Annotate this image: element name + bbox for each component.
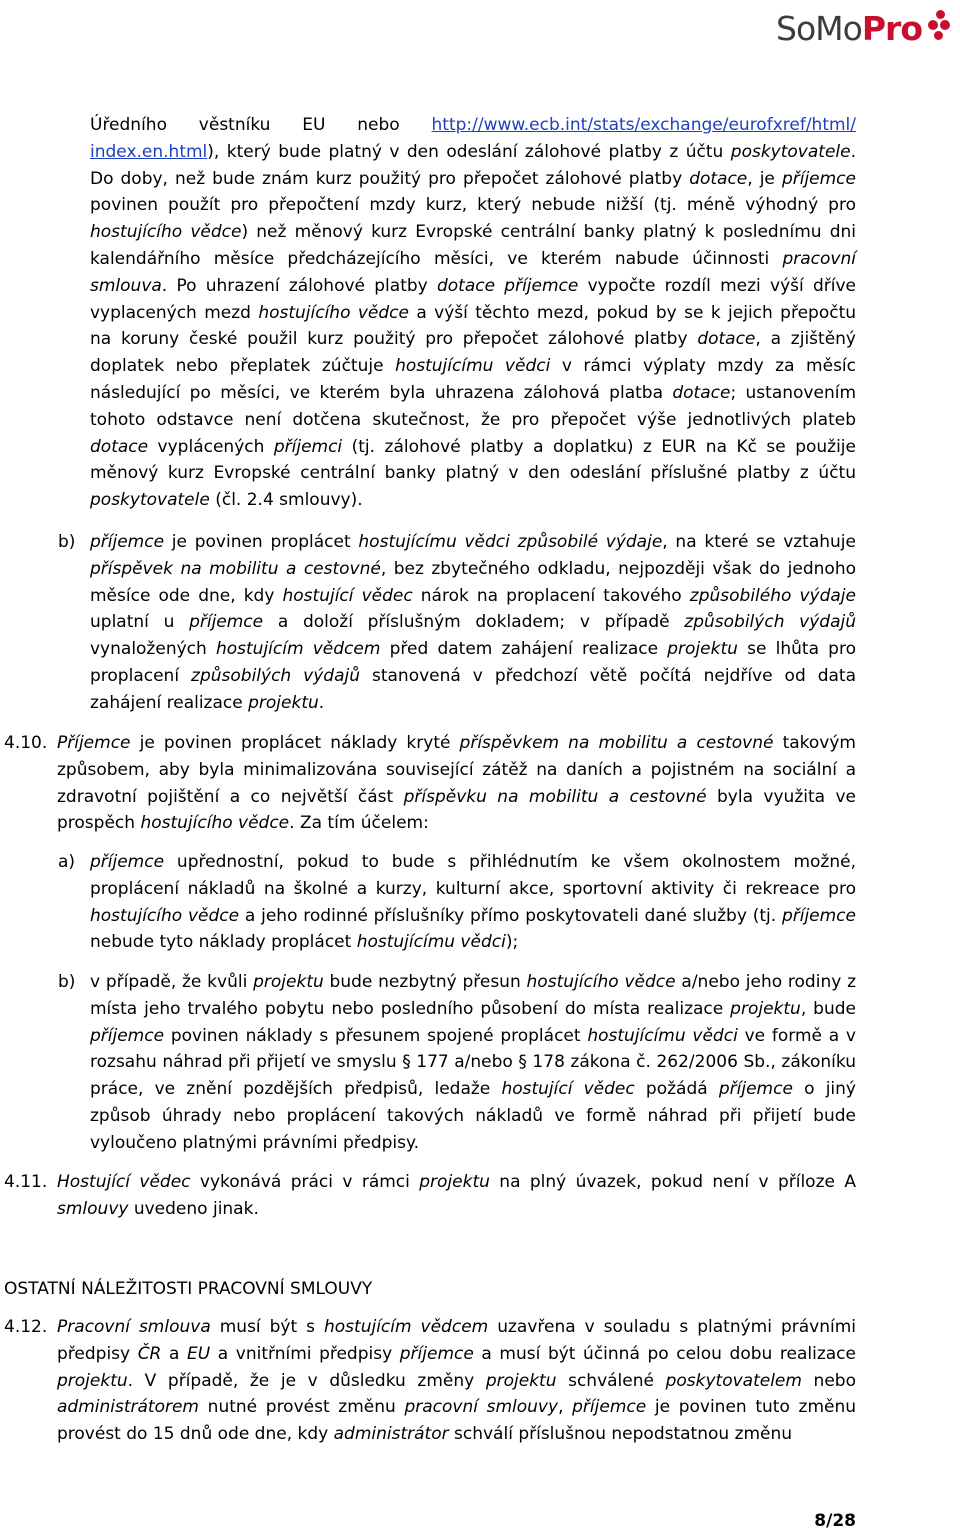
list-item-a-preferred-payments: příjemce upřednostní, pokud to bude s přihlédnutím ke všem okolnostem možné, proplácení nákladů na školné a kurzy, kulturní akce, sportovní aktivity či rekreace pro hostujícího vědce a jeho rodinné příslušníky přímo poskytovateli dané služby (tj. příjemce nebude tyto náklady proplácet hostujícímu vědci);: [90, 852, 856, 953]
ecb-link[interactable]: http://www.ecb.int/stats/exchange/eurofxref/html/ index.en.html: [90, 115, 856, 162]
list-label-b-2: b): [58, 972, 76, 992]
section-heading: OSTATNÍ NÁLEŽITOSTI PRACOVNÍ SMLOUVY: [4, 1279, 373, 1299]
section-4-11-text: Hostující vědec vykonává práci v rámci projektu na plný úvazek, pokud není v příloze A smlouvy uvedeno jinak.: [57, 1172, 856, 1219]
section-number-4-11: 4.11.: [4, 1172, 48, 1192]
paragraph-exchange-rate: Úředního věstníku EU nebo http://www.ecb.int/stats/exchange/eurofxref/html/ index.en.html), který bude platný v den odeslání zálohové platby z účtu poskytovatele. Do doby, než bude znám kurz použitý pro přepočet zálohové platby dotace, je příjemce povinen použít pro přepočtení mzdy kurz, který nebude nižší (tj. méně výhodný pro hostujícího vědce) než měnový kurz Evropské centrální banky platný k poslednímu dni kalendářního měsíce předcházejícího měsíci, ve kterém nabude účinnosti pracovní smlouva. Po uhrazení zálohové platby dotace příjemce vypočte rozdíl mezi výší dříve vyplacených mezd hostujícího vědce a výší těchto mezd, pokud by se k jejich přepočtu na koruny české použil kurz použitý pro přepočet zálohové platby dotace, a zjištěný doplatek nebo přeplatek zúčtuje hostujícímu vědci v rámci výplaty mzdy za měsíc následující po měsíci, ve kterém byla uhrazena zálohová platba dotace; ustanovením tohoto odstavce není dotčena skutečnost, že pro přepočet výše jednotlivých plateb dotace vyplácených příjemci (tj. zálohové platby a doplatku) z EUR na Kč se použije měnový kurz Evropské centrální banky platný v den odeslání příslušné platby z účtu poskytovatele (čl. 2.4 smlouvy).: [90, 115, 857, 511]
section-number-4-10: 4.10.: [4, 733, 48, 753]
logo-text: SoMoPro: [776, 8, 922, 48]
section-4-10-text: Příjemce je povinen proplácet náklady kryté příspěvkem na mobilitu a cestovné takovým způsobem, aby byla minimalizována související zátěž na daních a pojistném na sociální a zdravotní pojištění a co největší část příspěvku na mobilitu a cestovné byla využita ve prospěch hostujícího vědce. Za tím účelem:: [57, 733, 856, 834]
page-number: 8/28: [814, 1511, 856, 1531]
section-number-4-12: 4.12.: [4, 1317, 48, 1337]
list-item-b-relocation: v případě, že kvůli projektu bude nezbytný přesun hostujícího vědce a/nebo jeho rodiny z místa jeho trvalého pobytu nebo posledního působení do místa realizace projektu, bude příjemce povinen náklady s přesunem spojené proplácet hostujícímu vědci ve formě a v rozsahu náhrad při přijetí ve smyslu § 177 a/nebo § 178 zákona č. 262/2006 Sb., zákoníku práce, ve znění pozdějších předpisů, ledaže hostující vědec požádá příjemce o jiný způsob úhrady nebo proplácení takových nákladů ve formě náhrad při přijetí bude vyloučeno platnými právními předpisy.: [90, 972, 856, 1153]
list-label-a: a): [58, 852, 76, 872]
somopro-logo: [776, 6, 954, 50]
logo-mark-icon: [924, 6, 954, 50]
list-label-b: b): [58, 532, 76, 552]
section-4-12-text: Pracovní smlouva musí být s hostujícím vědcem uzavřena v souladu s platnými právními předpisy ČR a EU a vnitřními předpisy příjemce a musí být účinná po celou dobu realizace projektu. V případě, že je v důsledku změny projektu schválené poskytovatelem nebo administrátorem nutné provést změnu pracovní smlouvy, příjemce je povinen tuto změnu provést do 15 dnů ode dne, kdy administrátor schválí příslušnou nepodstatnou změnu: [57, 1317, 857, 1445]
list-item-b-eligible-expenses: příjemce je povinen proplácet hostujícímu vědci způsobilé výdaje, na které se vztahuje příspěvek na mobilitu a cestovné, bez zbytečného odkladu, nejpozději však do jednoho měsíce ode dne, kdy hostující vědec nárok na proplacení takového způsobilého výdaje uplatní u příjemce a doloží příslušným dokladem; v případě způsobilých výdajů vynaložených hostujícím vědcem před datem zahájení realizace projektu se lhůta pro proplacení způsobilých výdajů stanovená v předchozí větě počítá nejdříve od data zahájení realizace projektu.: [90, 532, 856, 713]
